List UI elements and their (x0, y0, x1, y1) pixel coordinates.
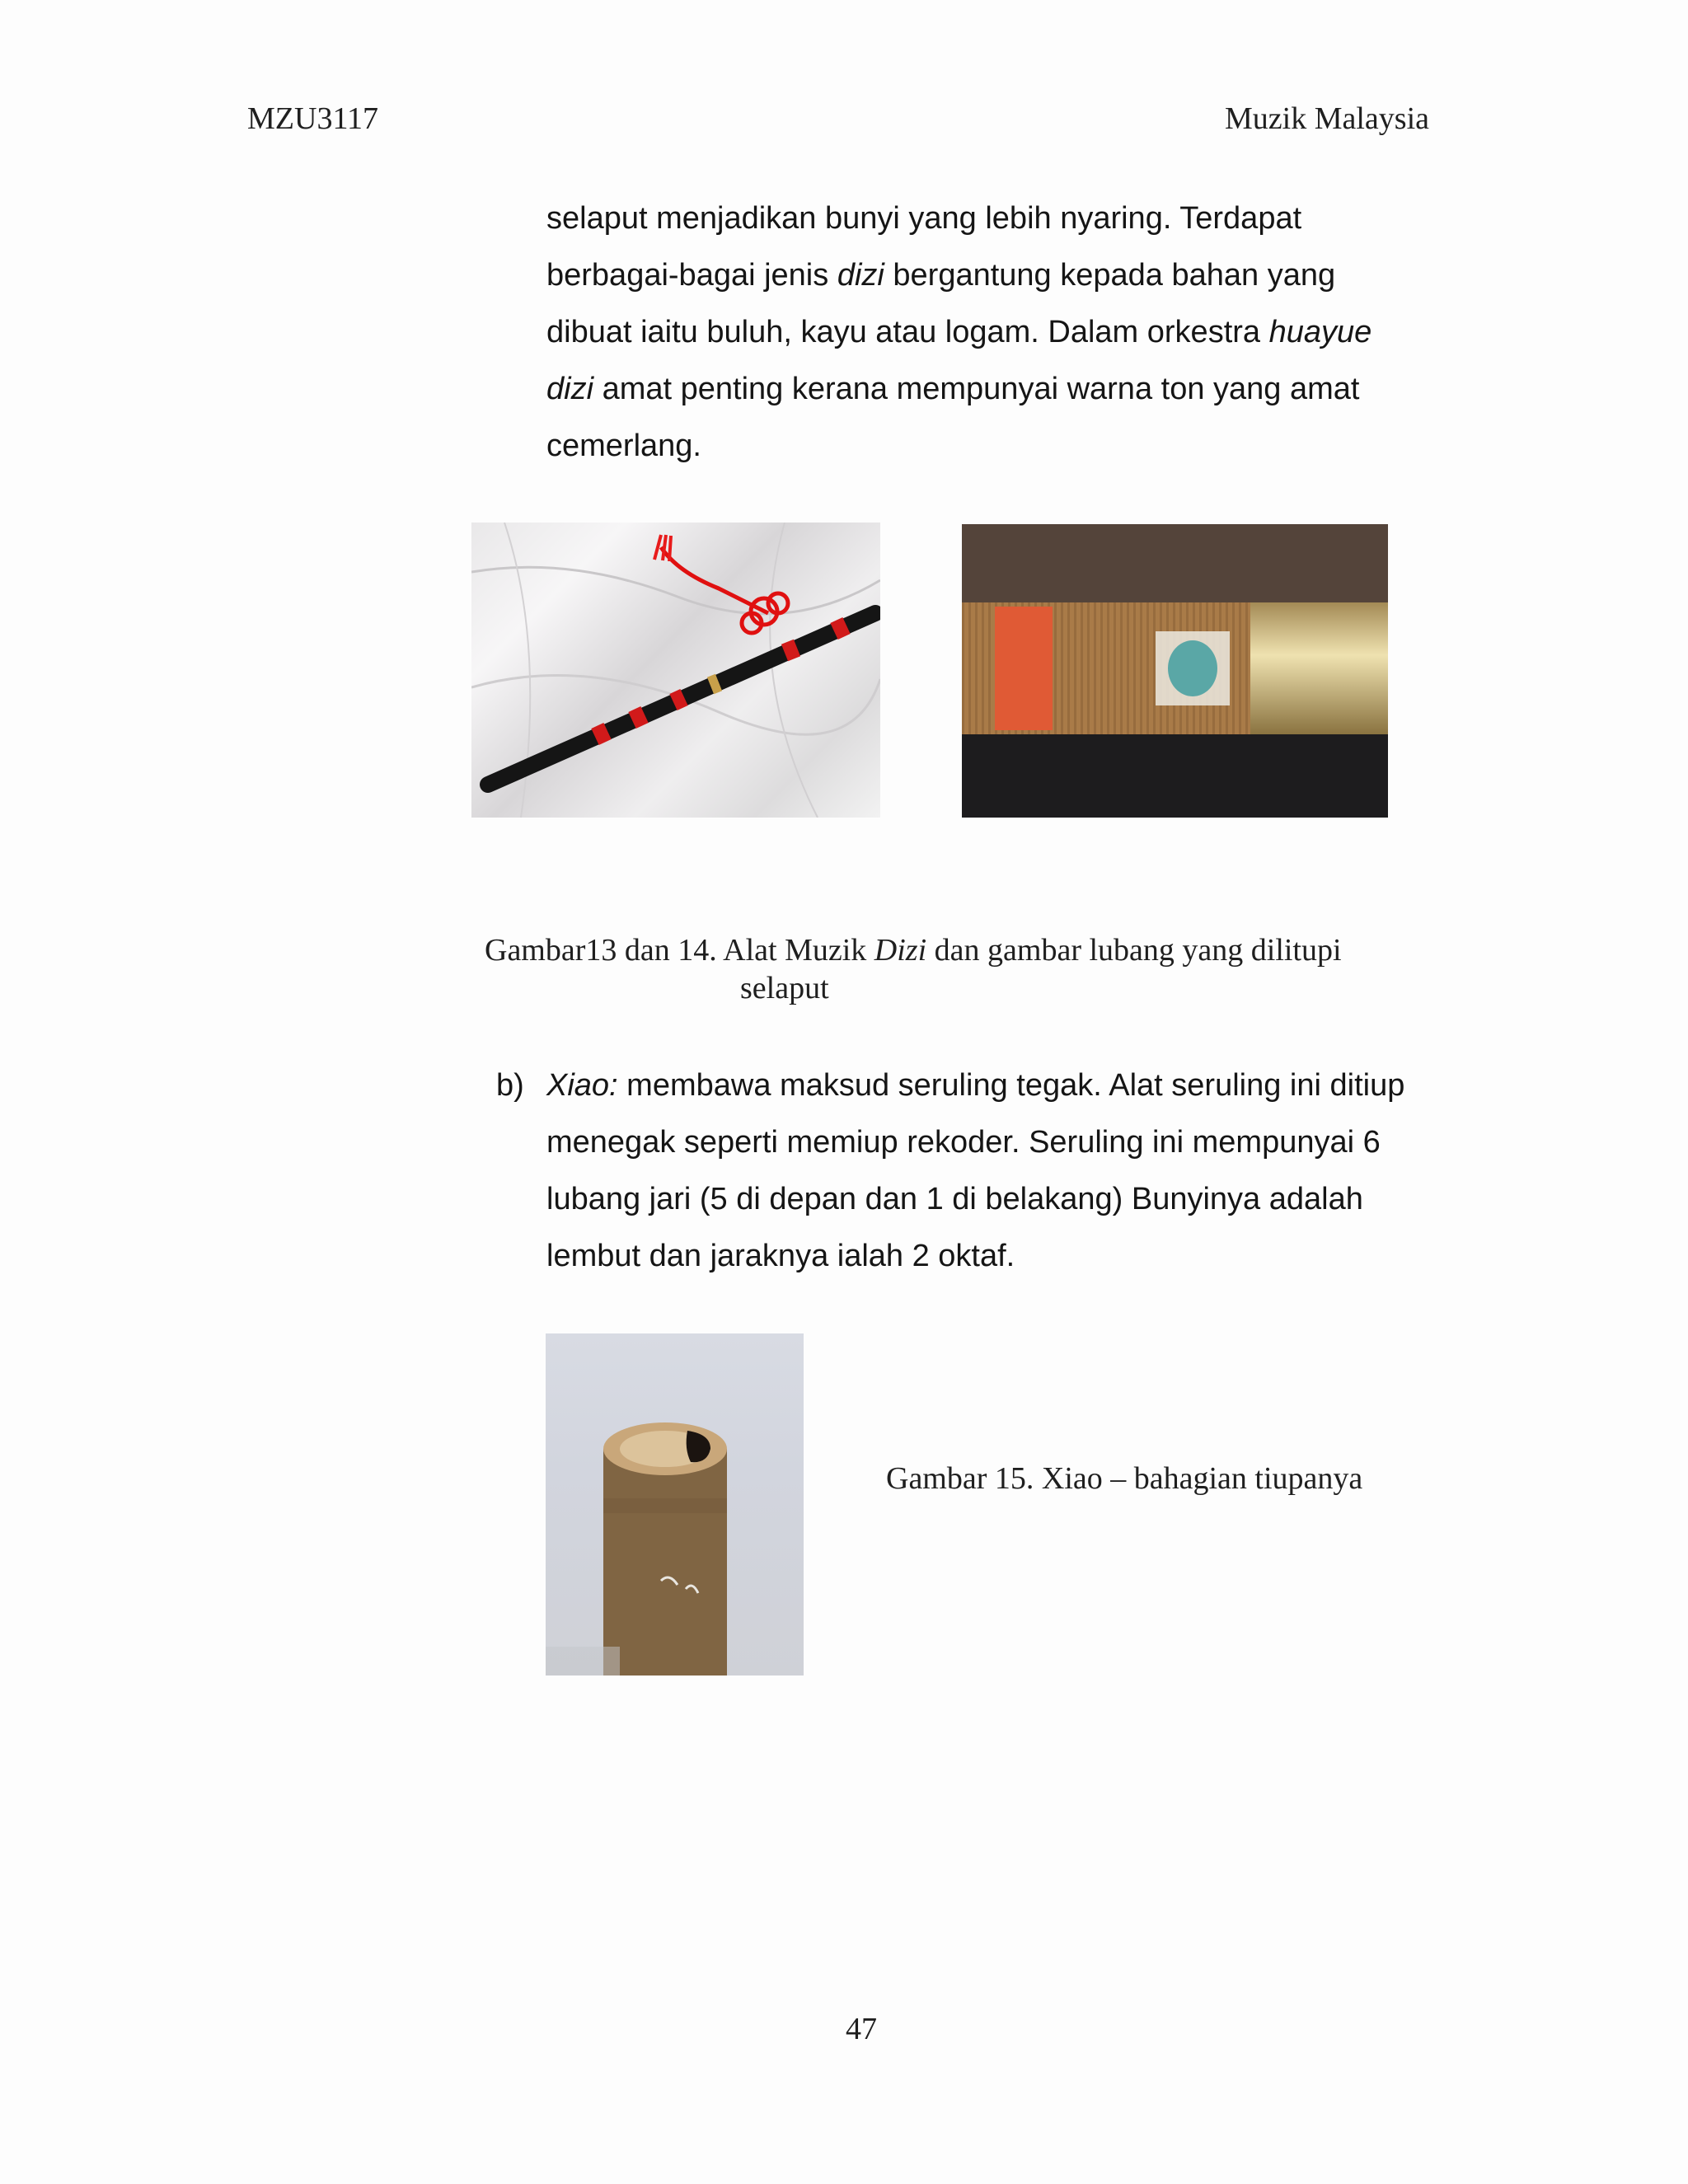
paragraph-line (546, 247, 1470, 304)
text-span: bergantung kepada bahan yang (884, 258, 1336, 293)
page-number: 47 (846, 2012, 877, 2046)
xiao-illustration (546, 1333, 804, 1675)
paragraph-line (546, 1171, 1470, 1228)
text-span: selaput menjadikan bunyi yang lebih nyaring. Terdapat (546, 201, 1302, 236)
paragraph-line (546, 418, 1470, 475)
paragraph-line (546, 1228, 1470, 1285)
caption-text: dan gambar lubang yang dilitupi (926, 933, 1342, 968)
paragraph-dizi (546, 190, 1470, 475)
italic-term: huayue (1268, 315, 1372, 349)
text-span: menegak seperti memiup rekoder. Seruling ini mempunyai 6 (546, 1125, 1381, 1160)
membrane-illustration (962, 524, 1388, 818)
xiao-photo (546, 1333, 804, 1675)
text-span: lembut dan jaraknya ialah 2 oktaf. (546, 1239, 1015, 1273)
text-span: cemerlang. (546, 429, 701, 463)
dizi-illustration (471, 523, 880, 818)
caption-text: Gambar13 dan 14. Alat Muzik (485, 933, 874, 968)
caption-italic: Dizi (874, 933, 927, 968)
paragraph-xiao (546, 1057, 1470, 1285)
paragraph-line (546, 1057, 1470, 1114)
paragraph-line (546, 361, 1470, 418)
paragraph-line (546, 304, 1470, 361)
paragraph-line (546, 190, 1470, 247)
course-code-header: MZU3117 (247, 101, 379, 136)
text-span: membawa maksud seruling tegak. Alat seruling ini ditiup (617, 1068, 1405, 1103)
figure-15-caption: Gambar 15. Xiao – bahagian tiupanya (886, 1461, 1363, 1496)
list-item-label: b) (496, 1068, 524, 1103)
dizi-membrane-photo (962, 524, 1388, 818)
text-span: amat penting kerana mempunyai warna ton yang amat (593, 372, 1360, 406)
course-title-header: Muzik Malaysia (1224, 101, 1429, 136)
italic-term: dizi (546, 372, 594, 406)
text-span: lubang jari (5 di depan dan 1 di belakang) Bunyinya adalah (546, 1182, 1363, 1216)
italic-term: Xiao: (546, 1068, 618, 1103)
text-span: dibuat iaitu buluh, kayu atau logam. Dalam orkestra (546, 315, 1269, 349)
text-span: berbagai-bagai jenis (546, 258, 837, 293)
paragraph-line (546, 1114, 1470, 1171)
italic-term: dizi (837, 258, 884, 293)
caption-line-2: selaput (740, 971, 829, 1005)
dizi-photo (471, 523, 880, 818)
figure-13-14-caption (485, 931, 1441, 1007)
